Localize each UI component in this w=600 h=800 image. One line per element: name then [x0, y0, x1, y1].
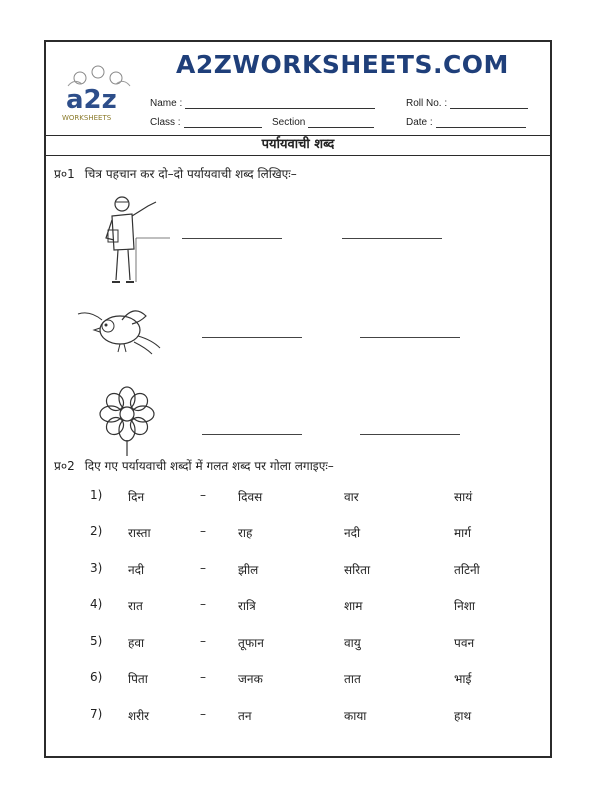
answer-blank-1b[interactable]	[342, 238, 442, 239]
question-2-number: प्र०2	[54, 459, 75, 473]
option-3[interactable]: हाथ	[454, 709, 472, 723]
flower-image	[94, 386, 160, 456]
answer-blank-1a[interactable]	[182, 238, 282, 239]
worksheet-page	[44, 40, 552, 758]
roll-field[interactable]	[406, 98, 528, 109]
option-1[interactable]: राह	[238, 526, 253, 540]
option-3[interactable]: मार्ग	[454, 526, 472, 540]
option-3[interactable]: सायं	[454, 490, 473, 504]
row-number: 4)	[90, 597, 103, 611]
bird-image	[76, 304, 162, 356]
class-label: Class :	[150, 117, 181, 128]
option-2[interactable]: सरिता	[344, 563, 371, 577]
name-line	[185, 98, 375, 109]
row-word: रात	[128, 599, 143, 613]
answer-blank-3b[interactable]	[360, 434, 460, 435]
list-item	[46, 561, 550, 579]
roll-label: Roll No. :	[406, 98, 448, 109]
option-2[interactable]: काया	[344, 709, 367, 723]
row-number: 3)	[90, 561, 103, 575]
section-field[interactable]	[272, 117, 374, 128]
question-2	[54, 458, 334, 474]
answer-blank-2a[interactable]	[202, 337, 302, 338]
worksheet-header	[46, 42, 550, 136]
teacher-image	[100, 194, 170, 286]
row-dash: –	[200, 707, 206, 721]
row-word: शरीर	[128, 709, 150, 723]
date-line	[436, 117, 526, 128]
row-word: रास्ता	[128, 526, 151, 540]
question-1-number: प्र०1	[54, 167, 75, 181]
row-word: दिन	[128, 490, 145, 504]
worksheet-title: पर्यायवाची शब्द	[46, 136, 550, 156]
option-2[interactable]: शाम	[344, 599, 363, 613]
option-3[interactable]: तटिनी	[454, 563, 480, 577]
section-line	[308, 117, 374, 128]
option-2[interactable]: वार	[344, 490, 359, 504]
row-number: 5)	[90, 634, 103, 648]
site-title: A2ZWORKSHEETS.COM	[176, 50, 509, 79]
option-1[interactable]: जनक	[238, 672, 263, 686]
row-dash: –	[200, 524, 206, 538]
option-1[interactable]: दिवस	[238, 490, 263, 504]
answer-blank-3a[interactable]	[202, 434, 302, 435]
logo-subtext: WORKSHEETS	[62, 114, 112, 122]
option-2[interactable]: तात	[344, 672, 361, 686]
name-label: Name :	[150, 98, 183, 109]
list-item	[46, 488, 550, 506]
row-number: 7)	[90, 707, 103, 721]
question-2-text: दिए गए पर्यायवाची शब्दों में गलत शब्द पर गोला लगाइएः–	[84, 459, 334, 473]
logo-graphic	[60, 64, 138, 124]
date-field[interactable]	[406, 117, 526, 128]
option-1[interactable]: रात्रि	[238, 599, 256, 613]
row-dash: –	[200, 561, 206, 575]
list-item	[46, 634, 550, 652]
section-label: Section	[272, 117, 306, 128]
question-1	[54, 166, 297, 182]
row-number: 6)	[90, 670, 103, 684]
logo	[60, 64, 138, 124]
list-item	[46, 707, 550, 725]
class-line	[184, 117, 262, 128]
class-field[interactable]	[150, 117, 262, 128]
row-dash: –	[200, 670, 206, 684]
option-1[interactable]: तूफान	[238, 636, 264, 650]
row-number: 1)	[90, 488, 103, 502]
row-dash: –	[200, 634, 206, 648]
question-1-text: चित्र पहचान कर दो–दो पर्यायवाची शब्द लिखिएः–	[84, 167, 297, 181]
list-item	[46, 597, 550, 615]
option-1[interactable]: तन	[238, 709, 252, 723]
option-2[interactable]: नदी	[344, 526, 361, 540]
row-dash: –	[200, 488, 206, 502]
row-word: पिता	[128, 672, 148, 686]
option-3[interactable]: निशा	[454, 599, 476, 613]
row-number: 2)	[90, 524, 103, 538]
option-1[interactable]: झील	[238, 563, 259, 577]
row-word: हवा	[128, 636, 145, 650]
option-3[interactable]: भाई	[454, 672, 472, 686]
roll-line	[450, 98, 528, 109]
option-3[interactable]: पवन	[454, 636, 475, 650]
name-field[interactable]	[150, 98, 375, 109]
answer-blank-2b[interactable]	[360, 337, 460, 338]
row-word: नदी	[128, 563, 145, 577]
list-item	[46, 524, 550, 542]
date-label: Date :	[406, 117, 433, 128]
option-2[interactable]: वायु	[344, 636, 361, 650]
row-dash: –	[200, 597, 206, 611]
list-item	[46, 670, 550, 688]
logo-text: a2z	[66, 85, 117, 115]
